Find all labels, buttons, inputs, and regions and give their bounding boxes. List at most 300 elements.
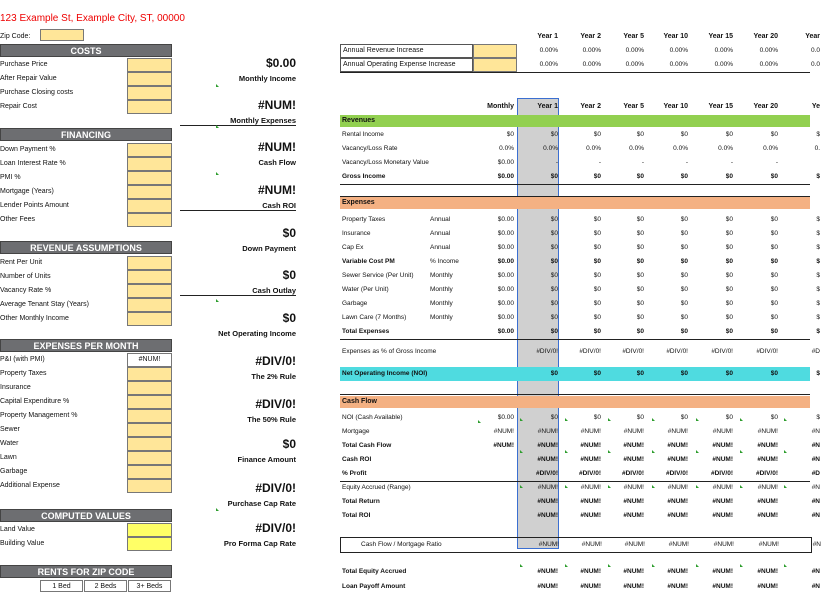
computed-header: COMPUTED VALUES: [0, 509, 172, 522]
expense-row-value: $0: [550, 230, 558, 237]
noi-row-value: $0: [725, 370, 733, 377]
payoff-row-value: [474, 580, 514, 594]
cashflow-row-value: #NUM!: [667, 456, 688, 463]
expense-row-freq: % Income: [430, 258, 459, 265]
cashflow-row-value: #NUM!: [537, 512, 558, 519]
revenue-row-label: Vacancy/Loss Monetary Value: [342, 159, 429, 166]
expense-row-freq: Annual: [430, 244, 451, 251]
expense-row-value: $0: [770, 230, 778, 237]
expense-row-value: $0: [593, 272, 601, 279]
financing-input[interactable]: [127, 171, 172, 185]
comment-indicator-icon: [520, 485, 523, 488]
revenue-row-value: $0: [636, 173, 644, 180]
growth-value: 0.00%: [669, 61, 688, 68]
ratio-row: [340, 537, 821, 553]
noi-row-value: $0: [636, 370, 644, 377]
comment-indicator-icon: [740, 450, 743, 453]
revenue-row-value: 0.0%: [763, 145, 778, 152]
expenses_pm-label: Property Management %: [0, 412, 78, 419]
expense-row-label: Water (Per Unit): [342, 286, 389, 293]
growth-year-header: Year 2: [580, 33, 601, 40]
noi-row-value: [474, 367, 514, 381]
cashflow-row-value: [474, 481, 514, 495]
financing-input[interactable]: [127, 143, 172, 157]
cashflow-row: [340, 425, 820, 439]
computed-input[interactable]: [127, 523, 172, 537]
expense-row-label: Cap Ex: [342, 244, 364, 251]
costs-input[interactable]: [127, 100, 172, 114]
cashflow-row-value: #NUM!: [623, 484, 644, 491]
revenue-row-value: 0.0%: [499, 145, 514, 152]
cashflow-row-value: #NUM!: [712, 442, 733, 449]
expense-row-value: $0.00: [497, 300, 514, 307]
revenue-row-value: 0.0%: [718, 145, 733, 152]
cashflow-row-value: #NUM!: [580, 456, 601, 463]
comment-indicator-icon: [216, 172, 219, 175]
cashflow-row-value: #NUM!: [667, 512, 688, 519]
revenue-row-value: $: [816, 131, 820, 138]
summary-label: Finance Amount: [237, 455, 296, 464]
expense-row-value: $: [816, 300, 820, 307]
expense-pct-row-value: #DIV/0!: [711, 348, 733, 355]
expenses_pm-label: Water: [0, 440, 19, 447]
cashflow-row-value: #NUM!: [623, 512, 644, 519]
comment-indicator-icon: [608, 485, 611, 488]
revenue-input[interactable]: [127, 298, 172, 312]
cashflow-row-value: #DIV/0!: [578, 470, 601, 477]
expense-pct-row: [340, 345, 820, 359]
cashflow-row-value: #N: [811, 428, 820, 435]
cashflow-row-value: #NUM!: [623, 498, 644, 505]
expenses_pm-input[interactable]: [127, 395, 172, 409]
growth-year-header: Year: [805, 33, 820, 40]
cashflow-row-label: Equity Accrued (Range): [342, 484, 411, 491]
expense-pct-row-value: #DIV/0!: [666, 348, 688, 355]
financing-label: Other Fees: [0, 216, 36, 223]
expense-row-value: $0: [725, 300, 733, 307]
expense-row-value: $0: [770, 300, 778, 307]
expenses_pm-input[interactable]: [127, 437, 172, 451]
expense-row-label: Insurance: [342, 230, 371, 237]
expense-row-value: $0: [636, 286, 644, 293]
revenue-header: REVENUE ASSUMPTIONS: [0, 241, 172, 254]
expense-row-value: $0: [770, 328, 778, 335]
summary-label: The 50% Rule: [247, 415, 296, 424]
property-address[interactable]: 123 Example St, Example City, ST, 00000: [0, 13, 185, 24]
zip-code-input[interactable]: [40, 29, 84, 41]
expense-row-value: $0: [550, 314, 558, 321]
growth-value: 0.00%: [625, 47, 644, 54]
revenue-row-value: 0.0%: [673, 145, 688, 152]
expenses_pm-input[interactable]: [127, 465, 172, 479]
expense-row-value: $0: [593, 314, 601, 321]
revenue-input[interactable]: [127, 284, 172, 298]
expenses_pm-input[interactable]: [127, 381, 172, 395]
growth-value: 0.00%: [759, 47, 778, 54]
noi-row-value: $0: [770, 370, 778, 377]
expense-row-value: $0: [770, 272, 778, 279]
revenues-band-title: Revenues: [342, 117, 376, 124]
comment-indicator-icon: [696, 450, 699, 453]
equity-row-value: #NUM!: [667, 568, 688, 575]
projection-year-header: Year 5: [623, 103, 644, 110]
financing-label: Loan Interest Rate %: [0, 160, 66, 167]
revenue-row-value: $0: [680, 173, 688, 180]
summary-value: $0: [282, 268, 296, 282]
expense-row-value: $0: [636, 328, 644, 335]
costs-input[interactable]: [127, 86, 172, 100]
expense-row-value: $0: [680, 328, 688, 335]
expense-row-freq: Annual: [430, 216, 451, 223]
expense-row: [340, 269, 820, 283]
revenue-row-value: $0: [593, 131, 601, 138]
summary-label: Cash ROI: [180, 201, 296, 211]
cashflow-row-value: #NUM!: [712, 512, 733, 519]
projection-year-header: Year 1: [537, 103, 558, 110]
expenses_pm-input[interactable]: [127, 451, 172, 465]
cashflow-row: [340, 509, 820, 523]
expense-row-value: $0: [636, 244, 644, 251]
cashflow-row-value: #N: [811, 484, 820, 491]
cashflow-row-value: $0: [550, 414, 558, 421]
expense-row-value: $0.00: [497, 244, 514, 251]
expense-row-value: $0: [725, 216, 733, 223]
payoff-row-value: #NUM!: [537, 583, 558, 590]
cashflow-row-label: NOI (Cash Available): [342, 414, 403, 421]
cashflow-row-value: #N: [811, 498, 820, 505]
revenue-input[interactable]: [127, 270, 172, 284]
comment-indicator-icon: [608, 564, 611, 567]
expense-row-freq: Monthly: [430, 300, 453, 307]
expense-row-value: $0: [550, 286, 558, 293]
growth-value: 0.00%: [759, 61, 778, 68]
cashflow-row-value: #NUM!: [537, 498, 558, 505]
summary-value: #DIV/0!: [255, 354, 296, 368]
expense-pct-row-value: #D: [811, 348, 820, 355]
cashflow-row-value: #NUM!: [537, 484, 558, 491]
growth-value: 0.00%: [625, 61, 644, 68]
expense-row-value: $0: [593, 230, 601, 237]
comment-indicator-icon: [216, 84, 219, 87]
financing-input[interactable]: [127, 213, 172, 227]
expense-row-value: $0.00: [497, 286, 514, 293]
growth-value: 0.00%: [669, 47, 688, 54]
revenue-row-value: $0: [680, 131, 688, 138]
summary-value: #NUM!: [258, 140, 296, 154]
revenue-row: [340, 170, 820, 185]
expense-row-value: $0: [550, 300, 558, 307]
cashflow-row-value: #DIV/0!: [755, 470, 778, 477]
expenses-band-title: Expenses: [342, 199, 375, 206]
costs-input[interactable]: [127, 72, 172, 86]
cashflow-row-value: [474, 467, 514, 481]
expense-row: [340, 311, 820, 325]
equity-row: [340, 565, 820, 579]
cashflow-row-value: #NUM!: [667, 498, 688, 505]
cashflow-row-value: #NUM!: [493, 442, 514, 449]
cashflow-row-value: #NUM!: [757, 428, 778, 435]
cashflow-row-value: #NUM!: [757, 512, 778, 519]
revenue-row-label: Vacancy/Loss Rate: [342, 145, 398, 152]
ratio-row-value: #N: [812, 541, 821, 548]
cashflow-row-value: #NUM!: [712, 484, 733, 491]
revenue-row-label: Gross Income: [342, 173, 386, 180]
zip-code-label: Zip Code:: [0, 33, 31, 40]
comment-indicator-icon: [740, 564, 743, 567]
comment-indicator-icon: [740, 485, 743, 488]
expenses_pm-label: Additional Expense: [0, 482, 60, 489]
cashflow-row: [340, 495, 820, 509]
revenues-band: [340, 115, 810, 127]
revenue-row-value: 0.0%: [586, 145, 601, 152]
revenue-row-value: $0: [593, 173, 601, 180]
summary-value: #DIV/0!: [255, 397, 296, 411]
summary-label: Net Operating Income: [218, 329, 296, 338]
equity-row-value: #N: [811, 568, 820, 575]
expense-row-value: $0: [593, 244, 601, 251]
expense-row-value: $0: [725, 328, 733, 335]
cashflow-band: [340, 396, 810, 408]
growth-value: 0.0: [810, 47, 820, 54]
cashflow-row-label: % Profit: [342, 470, 367, 477]
cashflow-band-title: Cash Flow: [342, 398, 378, 405]
ratio-row-label: Cash Flow / Mortgage Ratio: [361, 541, 442, 548]
ratio-row-value: #NUM!: [758, 541, 779, 548]
growth-input[interactable]: [473, 44, 517, 58]
revenue-input[interactable]: [127, 256, 172, 270]
comment-indicator-icon: [652, 564, 655, 567]
expense-row-freq: Monthly: [430, 272, 453, 279]
cashflow-row-value: $0: [680, 414, 688, 421]
growth-input[interactable]: [473, 58, 517, 72]
rents-zip-col: 1 Bed: [40, 580, 83, 592]
ratio-row-value: #NUM!: [624, 541, 645, 548]
cashflow-row-label: Total ROI: [342, 512, 371, 519]
revenue-label: Average Tenant Stay (Years): [0, 301, 89, 308]
rents-zip-col: 2 Beds: [84, 580, 127, 592]
cashflow-row-value: #NUM!: [667, 484, 688, 491]
financing-label: Down Payment %: [0, 146, 56, 153]
expense-row-value: $0.00: [497, 328, 514, 335]
expense-row-value: $: [816, 216, 820, 223]
cashflow-row-value: #NUM!: [623, 442, 644, 449]
expense-row-value: $0: [725, 230, 733, 237]
equity-row-value: #NUM!: [623, 568, 644, 575]
comment-indicator-icon: [652, 418, 655, 421]
expense-row-value: $0: [636, 258, 644, 265]
expense-row-value: $0: [680, 300, 688, 307]
payoff-row-label: Loan Payoff Amount: [342, 583, 406, 590]
projection-year-header: Year 2: [580, 103, 601, 110]
expenses_pm-input[interactable]: #NUM!: [127, 353, 172, 367]
noi-row-value: $0: [680, 370, 688, 377]
expense-pct-row-value: #DIV/0!: [622, 348, 644, 355]
noi-row: [340, 367, 820, 381]
cashflow-row-value: #NUM!: [580, 498, 601, 505]
divider: [340, 394, 810, 395]
cashflow-row-label: Cash ROI: [342, 456, 372, 463]
revenue-row-value: -: [685, 159, 688, 166]
expense-row-value: $0: [725, 244, 733, 251]
cashflow-row-value: #D: [811, 470, 820, 477]
summary-value: #DIV/0!: [255, 521, 296, 535]
expense-row-label: Garbage: [342, 300, 368, 307]
comment-indicator-icon: [608, 418, 611, 421]
financing-input[interactable]: [127, 199, 172, 213]
expense-row-value: $0: [593, 300, 601, 307]
cashflow-row-value: $: [816, 414, 820, 421]
expense-row-value: $0: [680, 272, 688, 279]
comment-indicator-icon: [216, 125, 219, 128]
revenue-row-value: -: [730, 159, 733, 166]
costs-input[interactable]: [127, 58, 172, 72]
revenue-input[interactable]: [127, 312, 172, 326]
revenue-row-value: -: [775, 159, 778, 166]
expenses_pm-input[interactable]: [127, 409, 172, 423]
revenue-label: Rent Per Unit: [0, 259, 43, 266]
revenue-row-label: Rental Income: [342, 131, 384, 138]
expense-row-value: $0.00: [497, 230, 514, 237]
expenses_pm-input[interactable]: [127, 479, 172, 493]
comment-indicator-icon: [565, 485, 568, 488]
revenue-row-value: $0.00: [497, 173, 514, 180]
expense-row-value: $0: [550, 272, 558, 279]
expenses_pm-label: Property Taxes: [0, 370, 47, 377]
growth-value: 0.00%: [714, 61, 733, 68]
expense-row-label: Lawn Care (7 Months): [342, 314, 407, 321]
expense-row-value: $0.00: [497, 314, 514, 321]
ratio-row-value: [475, 538, 515, 552]
expense-row-value: $0: [593, 328, 601, 335]
equity-row-value: #NUM!: [757, 568, 778, 575]
cashflow-row-label: Total Return: [342, 498, 380, 505]
costs-label: Repair Cost: [0, 103, 37, 110]
payoff-row-value: #NUM!: [757, 583, 778, 590]
revenue-row-value: $0: [770, 173, 778, 180]
ratio-row-value: #NUM!: [581, 541, 602, 548]
expense-row-value: $0: [593, 258, 601, 265]
expense-row-value: $0: [725, 286, 733, 293]
cashflow-row-value: #NUM!: [580, 484, 601, 491]
noi-row-value: $0: [593, 370, 601, 377]
expense-row-freq: Monthly: [430, 314, 453, 321]
cashflow-row-value: #NUM!: [712, 498, 733, 505]
expense-pct-row-value: #DIV/0!: [579, 348, 601, 355]
expense-row: [340, 325, 820, 340]
cashflow-row-value: #N: [811, 512, 820, 519]
projection-year-header: Ye: [811, 103, 820, 110]
expense-row-value: $: [816, 328, 820, 335]
expense-row-value: $0: [680, 286, 688, 293]
expense-row-value: $0: [770, 314, 778, 321]
expense-pct-row-value: #DIV/0!: [536, 348, 558, 355]
revenue-row: [340, 128, 820, 142]
expense-row-value: $0: [636, 230, 644, 237]
cashflow-row-value: #NUM!: [623, 456, 644, 463]
expense-pct-row-value: [474, 345, 514, 359]
expense-row-value: $0: [725, 272, 733, 279]
financing-input[interactable]: [127, 185, 172, 199]
comment-indicator-icon: [565, 564, 568, 567]
expense-row-label: Variable Cost PM: [342, 258, 395, 265]
revenue-row-value: 0.0%: [629, 145, 644, 152]
cashflow-row-value: #NUM!: [757, 498, 778, 505]
ratio-row-value: #NUM!: [713, 541, 734, 548]
equity-row-value: #NUM!: [537, 568, 558, 575]
growth-value: 0.00%: [582, 61, 601, 68]
cashflow-row-value: #N: [811, 442, 820, 449]
costs-label: After Repair Value: [0, 75, 57, 82]
rents-zip-col: 3+ Beds: [128, 580, 171, 592]
cashflow-row-value: #NUM!: [712, 428, 733, 435]
summary-value: #DIV/0!: [255, 481, 296, 495]
equity-row-value: #NUM!: [712, 568, 733, 575]
projection-year-header: Year 20: [753, 103, 778, 110]
expense-row-value: $: [816, 230, 820, 237]
costs-label: Purchase Closing costs: [0, 89, 74, 96]
comment-indicator-icon: [740, 418, 743, 421]
comment-indicator-icon: [652, 450, 655, 453]
cashflow-row-value: $0: [636, 414, 644, 421]
expense-pct-row-value: #DIV/0!: [756, 348, 778, 355]
projection-year-header: Monthly: [487, 103, 514, 110]
expense-row-value: $0: [725, 314, 733, 321]
comment-indicator-icon: [608, 450, 611, 453]
costs-label: Purchase Price: [0, 61, 48, 68]
growth-year-header: Year 15: [708, 33, 733, 40]
cashflow-row-value: #NUM!: [757, 442, 778, 449]
cashflow-row-value: #DIV/0!: [665, 470, 688, 477]
cashflow-row-value: $0.00: [497, 414, 514, 421]
equity-row-value: #NUM!: [580, 568, 601, 575]
expense-row-freq: Monthly: [430, 286, 453, 293]
revenue-row-value: $0: [550, 131, 558, 138]
comment-indicator-icon: [216, 508, 219, 511]
comment-indicator-icon: [696, 485, 699, 488]
comment-indicator-icon: [565, 450, 568, 453]
expense-row-value: $0: [770, 244, 778, 251]
revenue-label: Number of Units: [0, 273, 51, 280]
revenue-row: [340, 156, 810, 170]
comment-indicator-icon: [520, 418, 523, 421]
expense-row-value: $0: [680, 258, 688, 265]
expenses_pm-input[interactable]: [127, 423, 172, 437]
revenue-row-value: 0.: [814, 145, 820, 152]
comment-indicator-icon: [478, 420, 481, 423]
rents-zip-header: RENTS FOR ZIP CODE: [0, 565, 172, 578]
growth-label: Annual Revenue Increase: [340, 44, 473, 58]
expense-row-label: Sewer Service (Per Unit): [342, 272, 414, 279]
expense-row-value: $0.00: [497, 258, 514, 265]
cashflow-row-value: $0: [593, 414, 601, 421]
summary-value: $0.00: [265, 56, 296, 70]
computed-input[interactable]: [127, 537, 172, 551]
comment-indicator-icon: [652, 485, 655, 488]
expense-row-value: $0.00: [497, 216, 514, 223]
comment-indicator-icon: [565, 418, 568, 421]
cashflow-row-value: #DIV/0!: [535, 470, 558, 477]
cashflow-row: [340, 467, 820, 482]
cashflow-row-value: #NUM!: [757, 484, 778, 491]
financing-input[interactable]: [127, 157, 172, 171]
revenue-label: Vacancy Rate %: [0, 287, 52, 294]
growth-value: 0.00%: [539, 61, 558, 68]
cashflow-row-value: #NUM!: [537, 442, 558, 449]
expense-row-value: $0: [550, 216, 558, 223]
revenue-row-value: $0: [636, 131, 644, 138]
expense-row-value: $0: [770, 216, 778, 223]
expenses_pm-input[interactable]: [127, 367, 172, 381]
